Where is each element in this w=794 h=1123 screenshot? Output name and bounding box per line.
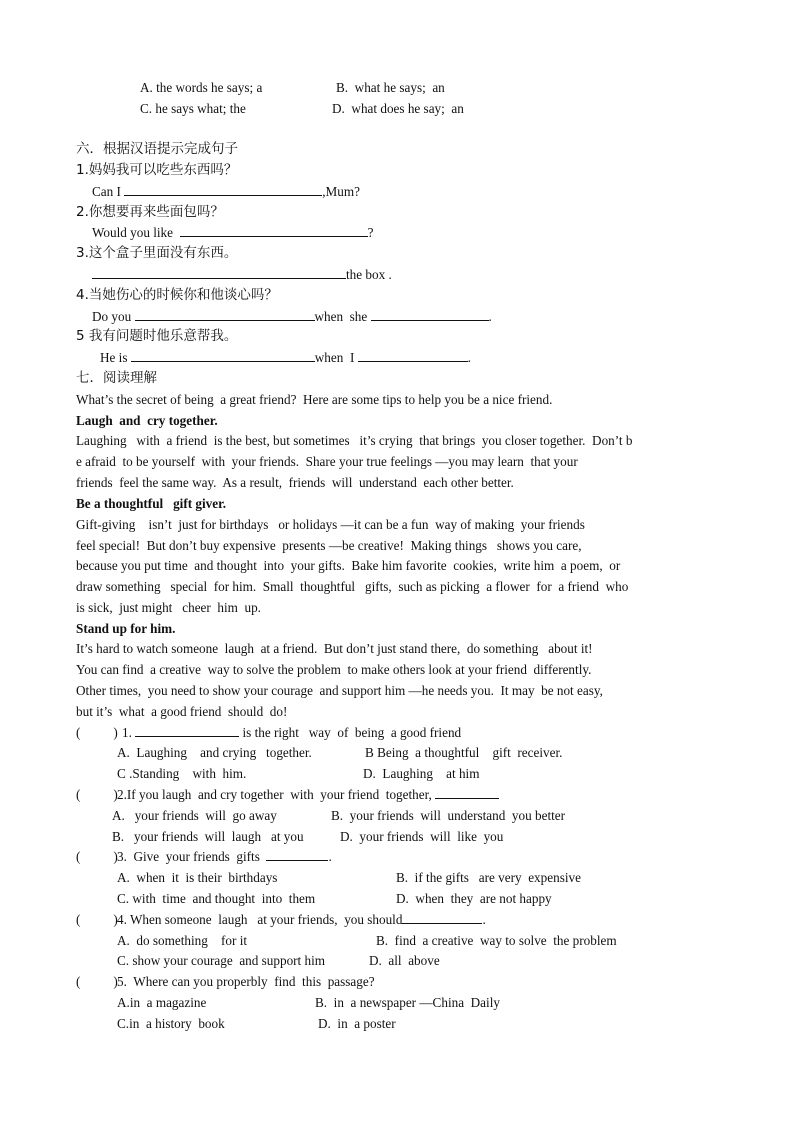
sentence-2-english: Would you like ? <box>92 225 374 240</box>
section-6-heading: 六．根据汉语提示完成句子 <box>76 141 238 157</box>
passage-line: is sick, just might cheer him up. <box>76 600 261 615</box>
question-2-option-d[interactable]: D. your friends will like you <box>340 829 504 844</box>
passage-line: Other times, you need to show your courage and support him —he needs you. It may be not easy, <box>76 683 603 698</box>
passage-line: e afraid to be yourself with your friends. Share your true feelings —you may learn that your <box>76 454 578 469</box>
answer-bracket-3[interactable]: ( ) <box>76 849 118 864</box>
answer-bracket-2[interactable]: ( ) <box>76 787 118 802</box>
sentence-5-blank-1[interactable] <box>131 349 315 362</box>
sentence-1-english: Can I ,Mum? <box>92 184 360 199</box>
option-d: D. what does he say; an <box>332 101 464 116</box>
question-1-stem: 1. is the right way of being a good friend <box>122 725 462 740</box>
question-3-option-b[interactable]: B. if the gifts are very expensive <box>396 870 581 885</box>
sentence-5-chinese: 5 我有问题时他乐意帮我。 <box>76 328 238 344</box>
answer-bracket-4[interactable]: ( ) <box>76 912 118 927</box>
question-5-option-c[interactable]: C.in a history book <box>117 1016 225 1031</box>
question-5-option-d[interactable]: D. in a poster <box>318 1016 396 1031</box>
passage-heading-3: Stand up for him. <box>76 621 176 636</box>
sentence-4-blank-1[interactable] <box>135 308 315 321</box>
passage-line: because you put time and thought into your gifts. Bake him favorite cookies, write him a poem, or <box>76 558 621 573</box>
question-3-option-c[interactable]: C. with time and thought into them <box>117 891 316 906</box>
option-c: C. he says what; the <box>140 101 246 116</box>
sentence-5-english: He is when I . <box>100 350 471 365</box>
question-4-option-a[interactable]: A. do something for it <box>117 933 248 948</box>
sentence-2-blank[interactable] <box>180 224 368 237</box>
question-5-option-a[interactable]: A.in a magazine <box>117 995 207 1010</box>
question-2-option-c[interactable]: B. your friends will laugh at you <box>112 829 304 844</box>
sentence-1-chinese: 1.妈妈我可以吃些东西吗？ <box>76 162 238 178</box>
question-2-option-b[interactable]: B. your friends will understand you better <box>331 808 566 823</box>
question-2-stem: 2.If you laugh and cry together with your friend together, <box>117 786 499 804</box>
question-4-blank[interactable] <box>402 911 482 924</box>
passage-heading-1: Laugh and cry together. <box>76 413 218 428</box>
passage-line: You can find a creative way to solve the problem to make others look at your friend differently. <box>76 662 592 677</box>
answer-bracket-5[interactable]: ( ) <box>76 974 118 989</box>
question-4-option-c[interactable]: C. show your courage and support him <box>117 953 326 968</box>
question-2-blank[interactable] <box>435 786 499 799</box>
passage-line: It’s hard to watch someone laugh at a friend. But don’t just stand there, do something about it! <box>76 641 593 656</box>
sentence-3-chinese: 3.这个盒子里面没有东西。 <box>76 245 238 261</box>
passage-line: Laughing with a friend is the best, but sometimes it’s crying that brings you closer together. Don’t b <box>76 433 633 448</box>
sentence-2-chinese: 2.你想要再来些面包吗？ <box>76 204 224 220</box>
passage-heading-2: Be a thoughtful gift giver. <box>76 496 227 511</box>
sentence-1-blank[interactable] <box>124 183 322 196</box>
passage-line: friends feel the same way. As a result, friends will understand each other better. <box>76 475 514 490</box>
question-1-option-c[interactable]: C .Standing with him. <box>117 766 247 781</box>
question-3-stem: 3. Give your friends gifts . <box>117 849 332 864</box>
question-3-option-a[interactable]: A. when it is their birthdays <box>117 870 278 885</box>
section-7-heading: 七．阅读理解 <box>76 370 157 386</box>
sentence-4-english: Do you when she . <box>92 309 492 324</box>
question-1-option-d[interactable]: D. Laughing at him <box>363 766 480 781</box>
question-1-option-a[interactable]: A. Laughing and crying together. <box>117 745 312 760</box>
option-b: B. what he says; an <box>336 80 445 95</box>
sentence-4-chinese: 4.当她伤心的时候你和他谈心吗？ <box>76 287 278 303</box>
passage-line: Gift-giving isn’t just for birthdays or holidays —it can be a fun way of making your friends <box>76 517 585 532</box>
sentence-3-blank[interactable] <box>92 266 346 279</box>
question-1-blank[interactable] <box>135 724 239 737</box>
question-4-option-d[interactable]: D. all above <box>369 953 440 968</box>
question-2-option-a[interactable]: A. your friends will go away <box>112 808 277 823</box>
sentence-3-english: the box . <box>92 266 392 284</box>
question-3-blank[interactable] <box>266 848 328 861</box>
question-4-option-b[interactable]: B. find a creative way to solve the problem <box>376 933 617 948</box>
answer-bracket-1[interactable]: ( ) <box>76 725 118 740</box>
passage-line: feel special! But don’t buy expensive presents —be creative! Making things shows you care, <box>76 538 582 553</box>
question-5-option-b[interactable]: B. in a newspaper —China Daily <box>315 995 500 1010</box>
question-1-option-b[interactable]: B Being a thoughtful gift receiver. <box>365 745 563 760</box>
question-4-stem: 4. When someone laugh at your friends, you should . <box>117 912 486 927</box>
sentence-4-blank-2[interactable] <box>371 308 489 321</box>
question-3-option-d[interactable]: D. when they are not happy <box>396 891 552 906</box>
passage-line: draw something special for him. Small thoughtful gifts, such as picking a flower for a friend who <box>76 579 629 594</box>
passage-line: but it’s what a good friend should do! <box>76 704 288 719</box>
option-a: A. the words he says; a <box>140 80 263 95</box>
passage-intro: What’s the secret of being a great friend? Here are some tips to help you be a nice friend. <box>76 392 553 407</box>
sentence-5-blank-2[interactable] <box>358 349 468 362</box>
question-5-stem: 5. Where can you properbly find this passage? <box>117 974 375 989</box>
